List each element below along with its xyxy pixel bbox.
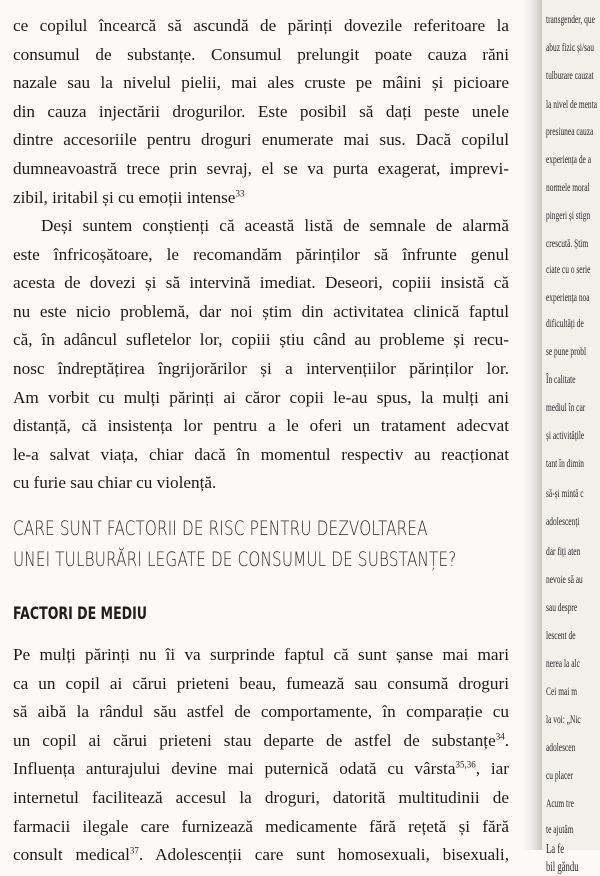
text-fragment: . [504, 730, 509, 750]
right-page-line: adolescen [546, 740, 576, 754]
text-line: farmacii ilegale care furnizează medicamente fără rețetă și fără [13, 816, 509, 836]
text-line: acesta de dovezi și să intervină imediat. Deseori, copiii insistă că [13, 273, 509, 293]
text-line: nosc îndreptățirea îngrijorărilor și a intervențiilor părinților lor. [13, 358, 509, 378]
footnote-ref: 34 [495, 731, 505, 742]
text-fragment: . Adolescenții care sunt homosexuali, bisexuali, [138, 845, 509, 865]
right-page-line: crescută. Știm [546, 236, 589, 250]
text-line: distanță, că insistența lor pentru a le oferi un tratament adecvat [13, 416, 509, 436]
right-page-line: adolescenți [546, 514, 580, 528]
right-page-line: experiența noa [546, 290, 590, 304]
right-page-line: nevoie să au [546, 572, 583, 586]
text-line: consumul de substanțe. Consumul prelungit poate cauza răni [13, 44, 509, 64]
right-page-line: ciate cu o serie [546, 262, 591, 276]
right-page-fragment [542, 0, 600, 875]
right-page-line: dar fiți aten [546, 544, 581, 558]
right-page-line: te ajutăm [546, 822, 574, 836]
paragraph-3 [13, 641, 509, 870]
right-page-line: și activitățile [546, 428, 585, 442]
right-page-line: pingeri și stign [546, 208, 591, 222]
text-line: este înfricoșătoare, le recomandăm părinților să înfrunte genul [13, 244, 509, 264]
text-line: că, în adâncul sufletelor lor, copiii știu când au probleme și recu- [13, 330, 509, 350]
right-page-line: transgender, que [546, 12, 595, 26]
text-line [13, 727, 509, 756]
text-line: nazale sau la nivelul pielii, mai ales cruste pe mâini și picioare [13, 73, 509, 93]
text-line: Deși suntem conștienți că această listă de semnale de alarmă [41, 216, 509, 235]
text-line [13, 755, 509, 784]
text-line: Pe mulți părinți nu îi va surprinde faptul că sunt șanse mai mari [13, 645, 509, 664]
right-page-line: dificultăți de [546, 316, 584, 330]
right-page-line: presiunea cauza [546, 124, 594, 138]
right-page-line: sau despre [546, 600, 578, 614]
right-page-line: tant în dimin [546, 456, 585, 470]
book-gutter-shadow [522, 0, 544, 850]
right-page-line: nerea la alc [546, 656, 580, 670]
right-page-line: lescent de [546, 628, 576, 642]
right-page-line: se pune probl [546, 344, 587, 358]
right-page-line: Cei mai m [546, 684, 577, 698]
text-line: le-a salvat viața, chiar dacă în momentul respectiv au reacționat [13, 444, 509, 464]
text-line: să aibă la rândul său astfel de comportamente, în comparație cu [13, 702, 509, 722]
text-line: dintre accesoriile pentru droguri enumerate mai sus. Dacă copilul [13, 130, 509, 150]
right-page-line: normele moral [546, 180, 590, 194]
right-page-line: Acum tre [546, 796, 574, 810]
right-page-line: abuz fizic și/sau [546, 40, 594, 54]
footnote-ref: 33 [235, 187, 245, 198]
section-heading-line: CARE SUNT FACTORII DE RISC PENTRU DEZVOLTAREA [13, 517, 428, 540]
text-line: dumneavoastră trece prin sevraj, el se va purta exagerat, imprevi- [13, 158, 509, 178]
text-fragment: Influența anturajului devine mai puternică odată cu vârsta [13, 759, 456, 779]
subsection-heading: FACTORI DE MEDIU [13, 604, 148, 624]
text-line [13, 184, 509, 213]
section-heading-line: UNEI TULBURĂRI LEGATE DE CONSUMUL DE SUBSTANȚE? [13, 548, 457, 571]
text-fragment: consult medical [13, 845, 130, 865]
text-line: nu este nicio problemă, dar noi știm din activitatea clinică faptul [13, 301, 509, 321]
text-fragment: un copil ai cărui prieteni stau departe de astfel de substanțe [13, 730, 496, 750]
right-page-line: bil găndu [546, 860, 579, 875]
right-page-line: La fe [546, 842, 565, 857]
right-page-line: la voi: „Nic [546, 712, 581, 726]
right-page-line: la nivel de menta [546, 97, 598, 111]
text-fragment: , iar [475, 759, 509, 779]
paragraph-1 [13, 12, 509, 212]
right-page-line: mediul în car [546, 400, 586, 414]
text-line: ce copilul încearcă să ascundă de părinți dovezile referitoare la [13, 16, 509, 35]
text-line: din cauza injectării drogurilor. Este posibil să dați peste unele [13, 101, 509, 121]
footnote-ref: 35,36 [455, 759, 476, 770]
text-line [13, 841, 509, 870]
right-page-line: să-și mintă c [546, 486, 584, 500]
right-page-line: cu placer [546, 768, 574, 782]
text-line: cu furie sau chiar cu violență. [13, 473, 217, 493]
section-heading [13, 513, 512, 575]
right-page-line: În calitate [546, 372, 576, 386]
right-page-line: tulburare cauzat [546, 68, 594, 82]
footnote-ref: 37 [129, 845, 139, 856]
text-line: internetul facilitează accesul la droguri, datorită multitudinii de [13, 787, 509, 807]
right-page-line: experiența de a [546, 152, 592, 166]
text-fragment: zibil, iritabil și cu emoții intense [13, 187, 236, 207]
text-line: Am vorbit cu mulți părinți ai căror copii le-au spus, la mulți ani [13, 387, 509, 407]
text-line: ca un copil ai cărui prieteni beau, fumează sau consumă droguri [13, 673, 509, 693]
paragraph-2 [13, 212, 509, 498]
